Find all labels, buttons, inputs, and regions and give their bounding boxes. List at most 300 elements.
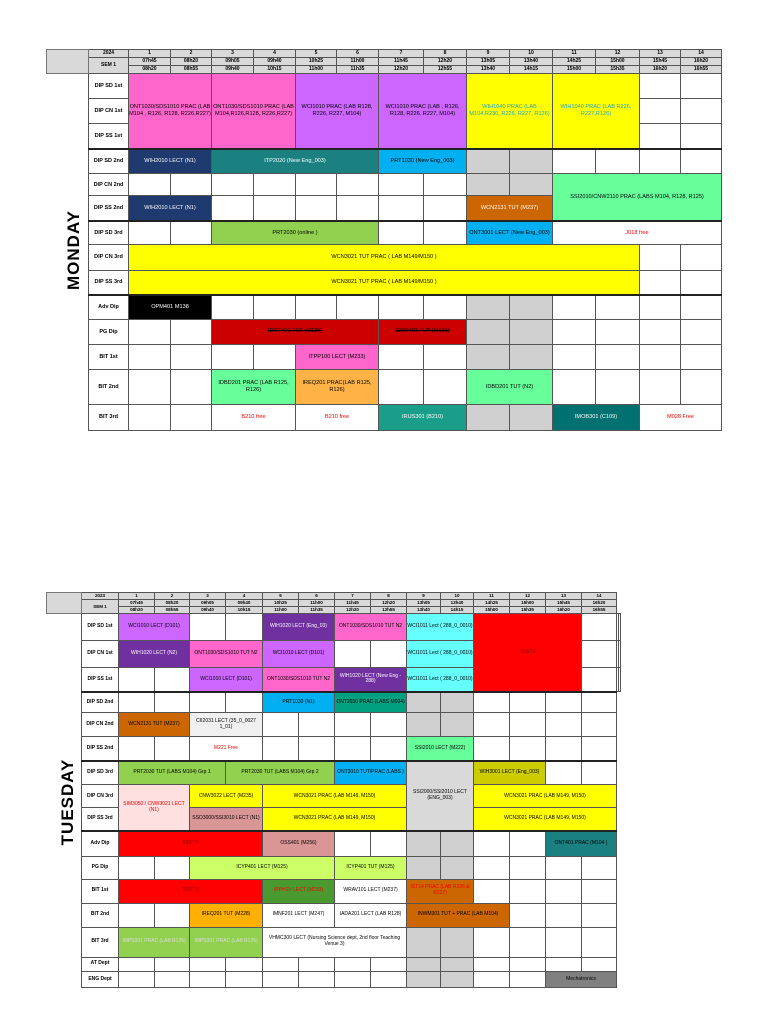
empty-slot: [155, 971, 190, 987]
empty-slot: [337, 196, 379, 221]
class-cell[interactable]: IDBD201 TUT (N2): [467, 369, 553, 404]
end-time: 12h55: [424, 66, 467, 74]
empty-slot: [582, 927, 617, 957]
empty-slot: [212, 174, 254, 196]
class-cell[interactable]: TESTS: [119, 879, 263, 903]
start-time: 09h05: [190, 600, 226, 607]
empty-slot: [424, 174, 467, 196]
period-number: 1: [119, 593, 155, 600]
empty-slot: [119, 957, 155, 971]
period-number: 2: [155, 593, 190, 600]
start-time: 11h45: [335, 600, 371, 607]
empty-slot: [510, 713, 546, 737]
empty-slot: [254, 344, 296, 369]
end-time: 15h00: [474, 607, 510, 614]
class-cell[interactable]: WCN2131 TUT (M237): [467, 196, 553, 221]
empty-slot: [212, 344, 254, 369]
empty-slot: [640, 74, 681, 99]
class-cell[interactable]: PRT2030 TUT (LABS M104) Grp 2: [226, 761, 335, 785]
class-cell[interactable]: OSS401 (M256): [263, 831, 335, 856]
row-label: PG Dip: [82, 856, 119, 879]
class-cell[interactable]: WCI1011 Lect ( 288_0_0010): [407, 641, 474, 668]
class-cell[interactable]: WCI1010 PRAC (LAB , R126, R128, R226, R227, M104): [379, 74, 467, 149]
empty-slot: [441, 713, 474, 737]
start-time: 13h40: [510, 58, 553, 66]
empty-slot: [155, 903, 190, 927]
row-label: DIP SS 1st: [82, 668, 119, 692]
row-label: ENG Dept: [82, 971, 119, 987]
empty-slot: [407, 692, 441, 713]
end-time: 10h15: [226, 607, 263, 614]
end-time: 11h35: [337, 66, 379, 74]
empty-slot: [474, 927, 510, 957]
empty-slot: [299, 713, 335, 737]
start-time: 09h40: [254, 58, 296, 66]
empty-slot: [129, 404, 171, 430]
class-cell[interactable]: IMPS301 PRAC (LAB R125): [190, 927, 263, 957]
empty-slot: [379, 295, 424, 319]
empty-slot: [582, 879, 617, 903]
end-time: 11h00: [296, 66, 337, 74]
row-label: BIT 1st: [89, 344, 129, 369]
class-cell[interactable]: WCN3021 PRAC (LAB M149, M150): [263, 785, 407, 808]
end-time: 13h40: [467, 66, 510, 74]
end-time: 08h20: [129, 66, 171, 74]
empty-slot: [441, 856, 474, 879]
empty-slot: [119, 903, 155, 927]
empty-slot: [155, 737, 190, 761]
empty-slot: [129, 221, 171, 245]
empty-slot: [212, 295, 254, 319]
year: 2024: [89, 50, 129, 58]
class-cell[interactable]: ONT401 PRAC (M104 ): [546, 831, 617, 856]
row-label: DIP SS 2nd: [89, 196, 129, 221]
class-cell[interactable]: ICYP401 LECT (M125): [190, 856, 335, 879]
class-cell[interactable]: WCN3021 TUT PRAC ( LAB M149/M150 ): [129, 270, 640, 295]
empty-slot: [640, 124, 681, 149]
class-cell[interactable]: PRT2030 (online ): [212, 221, 379, 245]
empty-slot: [510, 971, 546, 987]
class-cell[interactable]: WCI1010 PRAC (LAB R128, R226, R227, M104): [296, 74, 379, 149]
empty-slot: [212, 196, 254, 221]
end-time: 09h40: [190, 607, 226, 614]
class-cell[interactable]: WIH1040 PRAC (LAB M104,R230, R226, R227, R126): [467, 74, 553, 149]
empty-slot: [119, 668, 155, 692]
day-label-monday: MONDAY: [64, 210, 83, 290]
row-label: Adv Dip: [82, 831, 119, 856]
start-time: 09h40: [226, 600, 263, 607]
empty-slot: [371, 737, 407, 761]
empty-slot: [510, 927, 546, 957]
class-cell[interactable]: WIH1040 PRAC (LAB R226, R227,R126): [553, 74, 640, 149]
empty-slot: [119, 692, 155, 713]
period-number: 7: [335, 593, 371, 600]
start-time: 09h05: [212, 58, 254, 66]
empty-slot: [226, 692, 263, 713]
empty-slot: [371, 957, 407, 971]
empty-slot: [582, 737, 617, 761]
class-cell[interactable]: SSI2010 LECT (M222): [407, 737, 474, 761]
class-cell[interactable]: ITP2020 (New Eng_003): [212, 149, 379, 174]
period-number: 5: [296, 50, 337, 58]
class-cell[interactable]: WCI1010 LECT (D101): [263, 641, 335, 668]
empty-slot: [510, 295, 553, 319]
empty-slot: [254, 174, 296, 196]
empty-slot: [190, 957, 226, 971]
end-time: 12h20: [335, 607, 371, 614]
start-time: 13h05: [467, 58, 510, 66]
period-number: 10: [510, 50, 553, 58]
empty-slot: [190, 614, 226, 641]
end-time: 08h20: [119, 607, 155, 614]
empty-slot: [582, 614, 617, 641]
empty-slot: [171, 404, 212, 430]
empty-slot: [619, 641, 621, 668]
period-number: 2: [171, 50, 212, 58]
class-cell[interactable]: WIH1020 LECT (New Eng - 288): [335, 668, 407, 692]
empty-slot: [681, 74, 722, 99]
empty-slot: [129, 344, 171, 369]
class-cell[interactable]: ONT1030/SDS1010 TUT N2: [335, 614, 407, 641]
class-cell[interactable]: WCI1011 Lect ( 288_0_0010): [407, 668, 474, 692]
start-time: 13h40: [441, 600, 474, 607]
class-cell[interactable]: WIH3001 LECT (Eng_003): [474, 761, 546, 785]
start-time: 11h00: [337, 58, 379, 66]
empty-slot: [582, 903, 617, 927]
class-cell[interactable]: IPPH1V LECT (M233): [263, 879, 335, 903]
empty-slot: [379, 369, 424, 404]
row-label: BIT 1st: [82, 879, 119, 903]
empty-slot: [263, 971, 299, 987]
period-number: 3: [190, 593, 226, 600]
empty-slot: [129, 319, 171, 344]
empty-slot: [296, 174, 337, 196]
end-time: 10h15: [254, 66, 296, 74]
empty-slot: [640, 245, 681, 270]
class-cell[interactable]: IMOB301 (C109): [553, 404, 640, 430]
class-cell[interactable]: TESTS: [474, 614, 582, 692]
period-number: 11: [474, 593, 510, 600]
start-time: 10h25: [296, 58, 337, 66]
empty-slot: [335, 713, 371, 737]
class-cell[interactable]: ITPP100 LECT (M233): [296, 344, 379, 369]
period-number: 10: [441, 593, 474, 600]
empty-slot: [424, 221, 467, 245]
empty-slot: [546, 879, 582, 903]
class-cell[interactable]: IDOT401 TUT (M125): [212, 319, 379, 344]
empty-slot: [510, 737, 546, 761]
class-cell[interactable]: WRAV101 LECT (M237): [335, 879, 407, 903]
start-time: 11h00: [299, 600, 335, 607]
class-cell[interactable]: ONT1030/SDS1010 PRAC (LAB M104 , R126, R128, R226,R227): [129, 74, 212, 149]
class-cell[interactable]: VHMC300 LECT (Nursing Science dept, 2nd floor Teaching Venue 3): [263, 927, 407, 957]
period-number: 14: [582, 593, 617, 600]
class-cell[interactable]: WCI1010 LECT (D101): [119, 614, 190, 641]
empty-slot: [299, 971, 335, 987]
empty-slot: [379, 196, 424, 221]
end-time: 11h00: [263, 607, 299, 614]
empty-slot: [640, 344, 681, 369]
end-time: 14h15: [510, 66, 553, 74]
empty-slot: [407, 957, 441, 971]
empty-slot: [379, 174, 424, 196]
end-time: 16h20: [640, 66, 681, 74]
empty-slot: [441, 692, 474, 713]
empty-slot: [510, 404, 553, 430]
row-label: BIT 3rd: [82, 927, 119, 957]
end-time: 08h55: [171, 66, 212, 74]
class-cell[interactable]: PRT1030 (N1): [263, 692, 335, 713]
empty-slot: [640, 295, 681, 319]
end-time: 12h55: [371, 607, 407, 614]
row-label: DIP SD 1st: [89, 74, 129, 99]
class-cell[interactable]: ONT1030/SDS1010 TUT N2: [190, 641, 263, 668]
period-number: 9: [407, 593, 441, 600]
empty-slot: [441, 927, 474, 957]
end-time: 16h20: [546, 607, 582, 614]
period-number: 3: [212, 50, 254, 58]
class-cell[interactable]: IMPS301 PRAC (LAB R125): [119, 927, 190, 957]
empty-slot: [296, 196, 337, 221]
class-cell[interactable]: IREQ201 PRAC(LAB R125, R126): [296, 369, 379, 404]
class-cell[interactable]: WCI1010 LECT (D101): [190, 668, 263, 692]
empty-slot: [596, 149, 640, 174]
end-time: 15h35: [510, 607, 546, 614]
start-time: 12h20: [424, 58, 467, 66]
start-time: 14h25: [553, 58, 596, 66]
empty-slot: [155, 668, 190, 692]
empty-slot: [582, 668, 617, 692]
start-time: 15h45: [640, 58, 681, 66]
empty-slot: [379, 221, 424, 245]
class-cell[interactable]: ONT1030/SDS1010 PRAC (LAB M104,R126,R128, R226,R227): [212, 74, 296, 149]
empty-slot: [155, 692, 190, 713]
class-cell[interactable]: WIH2010 LECT (N1): [129, 196, 212, 221]
class-cell[interactable]: SSI2010/CNW2110 PRAC (LABS M104, R128, R125): [553, 174, 722, 221]
class-cell[interactable]: TESTS: [119, 831, 263, 856]
empty-slot: [335, 971, 371, 987]
empty-slot: [510, 174, 553, 196]
start-time: 08h20: [155, 600, 190, 607]
empty-slot: [681, 344, 722, 369]
corner-cell: [47, 50, 89, 74]
class-cell[interactable]: WIH1020 LECT (Eng_03): [263, 614, 335, 641]
corner-cell: [47, 593, 82, 614]
class-cell[interactable]: J018 free: [553, 221, 722, 245]
class-cell[interactable]: SSI2000/SSI2010 LECT (ENG_003): [407, 761, 474, 831]
empty-slot: [681, 149, 722, 174]
period-number: 6: [299, 593, 335, 600]
class-cell[interactable]: SSO3000/SSI3010 LECT (N1): [190, 808, 263, 831]
empty-slot: [171, 221, 212, 245]
class-cell[interactable]: INWM301 TUT + PRAC (LAB M104): [407, 903, 510, 927]
semester: SEM 1: [89, 58, 129, 74]
end-time: 08h55: [155, 607, 190, 614]
empty-slot: [474, 737, 510, 761]
class-cell[interactable]: WIH2010 LECT (N1): [129, 149, 212, 174]
class-cell[interactable]: WIH1020 LECT (N2): [119, 641, 190, 668]
start-time: 11h45: [379, 58, 424, 66]
empty-slot: [407, 831, 441, 856]
start-time: 08h20: [171, 58, 212, 66]
empty-slot: [553, 344, 596, 369]
class-cell[interactable]: WCN2131 TUT (M237): [119, 713, 190, 737]
empty-slot: [474, 856, 510, 879]
end-time: 16h55: [681, 66, 722, 74]
class-cell[interactable]: ONT1030/SDS1010 TUT N2: [263, 668, 335, 692]
empty-slot: [546, 737, 582, 761]
row-label: DIP SD 2nd: [89, 149, 129, 174]
empty-slot: [546, 927, 582, 957]
class-cell[interactable]: CNW3022 LECT (M235): [190, 785, 263, 808]
class-cell[interactable]: WCN3021 PRAC (LAB M149, M150): [474, 785, 617, 808]
semester: SEM 1: [82, 600, 119, 614]
empty-slot: [171, 319, 212, 344]
class-cell[interactable]: IST14 PRAC (LAB R226 & R227): [407, 879, 474, 903]
empty-slot: [546, 856, 582, 879]
class-cell[interactable]: Mechatronics: [546, 971, 617, 987]
class-cell[interactable]: IDBD201 PRAC (LAB R125, R126): [212, 369, 296, 404]
class-cell[interactable]: WCI1011 Lect ( 288_0_0010): [407, 614, 474, 641]
empty-slot: [190, 692, 226, 713]
empty-slot: [546, 713, 582, 737]
period-number: 8: [371, 593, 407, 600]
start-time: 10h25: [263, 600, 299, 607]
empty-slot: [546, 692, 582, 713]
class-cell[interactable]: PRT2030 TUT (LABS M104) Grp 1: [119, 761, 226, 785]
empty-slot: [474, 831, 510, 856]
class-cell[interactable]: WCN3021 PRAC (LAB M149, M150): [474, 808, 617, 831]
class-cell[interactable]: WCN3021 TUT PRAC ( LAB M149/M150 ): [129, 245, 640, 270]
period-number: 14: [681, 50, 722, 58]
empty-slot: [407, 971, 441, 987]
period-number: 7: [379, 50, 424, 58]
start-time: 07h45: [119, 600, 155, 607]
class-cell[interactable]: IADA201 LECT (LAB R128): [335, 903, 407, 927]
empty-slot: [681, 270, 722, 295]
class-cell[interactable]: WCN3021 PRAC (LAB M149, M150): [263, 808, 407, 831]
empty-slot: [129, 369, 171, 404]
class-cell[interactable]: ONT2030 PRAC (LABS M004): [335, 692, 407, 713]
empty-slot: [553, 295, 596, 319]
class-cell[interactable]: IDOT401 TUT (M125): [379, 319, 467, 344]
row-label: AT Dept: [82, 957, 119, 971]
empty-slot: [681, 245, 722, 270]
empty-slot: [510, 856, 546, 879]
class-cell[interactable]: B210 free: [296, 404, 379, 430]
start-time: 16h20: [681, 58, 722, 66]
class-cell[interactable]: ONT3001 LECT (New Eng_003): [467, 221, 553, 245]
empty-slot: [335, 831, 371, 856]
empty-slot: [119, 971, 155, 987]
class-cell[interactable]: ONT3010 TUT/PRAC (LABS ): [335, 761, 407, 785]
empty-slot: [263, 737, 299, 761]
empty-slot: [371, 713, 407, 737]
empty-slot: [596, 319, 640, 344]
empty-slot: [510, 344, 553, 369]
end-time: 14h15: [441, 607, 474, 614]
row-label: DIP CN 1st: [82, 641, 119, 668]
empty-slot: [681, 295, 722, 319]
class-cell[interactable]: PRT1030 (New Eng_003): [379, 149, 467, 174]
empty-slot: [467, 295, 510, 319]
class-cell[interactable]: OPM401 M138: [129, 295, 212, 319]
empty-slot: [379, 344, 424, 369]
empty-slot: [441, 831, 474, 856]
period-number: 4: [226, 593, 263, 600]
class-cell[interactable]: M221 Free: [190, 737, 263, 761]
empty-slot: [263, 713, 299, 737]
empty-slot: [337, 295, 379, 319]
row-label: DIP CN 2nd: [89, 174, 129, 196]
empty-slot: [155, 856, 190, 879]
empty-slot: [335, 957, 371, 971]
empty-slot: [546, 761, 582, 785]
empty-slot: [119, 737, 155, 761]
period-number: 1: [129, 50, 171, 58]
period-number: 12: [510, 593, 546, 600]
empty-slot: [474, 692, 510, 713]
empty-slot: [467, 149, 510, 174]
row-label: DIP CN 3rd: [89, 245, 129, 270]
empty-slot: [553, 369, 596, 404]
empty-slot: [155, 957, 190, 971]
empty-slot: [546, 957, 582, 971]
row-label: BIT 2nd: [89, 369, 129, 404]
row-label: DIP SD 3rd: [82, 761, 119, 785]
class-cell[interactable]: CII2031 LECT (35_0_0027 1_01): [190, 713, 263, 737]
empty-slot: [582, 761, 617, 785]
period-number: 13: [640, 50, 681, 58]
empty-slot: [510, 957, 546, 971]
empty-slot: [474, 713, 510, 737]
period-number: 9: [467, 50, 510, 58]
class-cell[interactable]: IMNF201 LECT (M247): [263, 903, 335, 927]
day-label-tuesday: TUESDAY: [58, 758, 77, 846]
row-label: DIP CN 3rd: [82, 785, 119, 808]
empty-slot: [681, 124, 722, 149]
period-number: 6: [337, 50, 379, 58]
empty-slot: [424, 295, 467, 319]
class-cell[interactable]: B210 free: [212, 404, 296, 430]
empty-slot: [441, 957, 474, 971]
class-cell[interactable]: IREQ201 TUT (M228): [190, 903, 263, 927]
empty-slot: [546, 903, 582, 927]
empty-slot: [263, 957, 299, 971]
empty-slot: [371, 831, 407, 856]
row-label: DIP SS 3rd: [82, 808, 119, 831]
empty-slot: [171, 174, 212, 196]
row-label: DIP SD 3rd: [89, 221, 129, 245]
class-cell[interactable]: SIM3050 / CNW3021 LECT (N1): [119, 785, 190, 831]
empty-slot: [474, 971, 510, 987]
empty-slot: [619, 668, 621, 692]
class-cell[interactable]: M028 Free: [640, 404, 722, 430]
period-number: 4: [254, 50, 296, 58]
start-time: 07h45: [129, 58, 171, 66]
class-cell[interactable]: IRUS301 (B210): [379, 404, 467, 430]
empty-slot: [582, 713, 617, 737]
start-time: 12h20: [371, 600, 407, 607]
empty-slot: [510, 903, 546, 927]
class-cell[interactable]: ICYP401 TUT (M125): [335, 856, 407, 879]
empty-slot: [335, 737, 371, 761]
tuesday-timetable: [46, 592, 621, 988]
empty-slot: [596, 344, 640, 369]
end-time: 13h40: [407, 607, 441, 614]
start-time: 15h00: [596, 58, 640, 66]
end-time: 12h20: [379, 66, 424, 74]
